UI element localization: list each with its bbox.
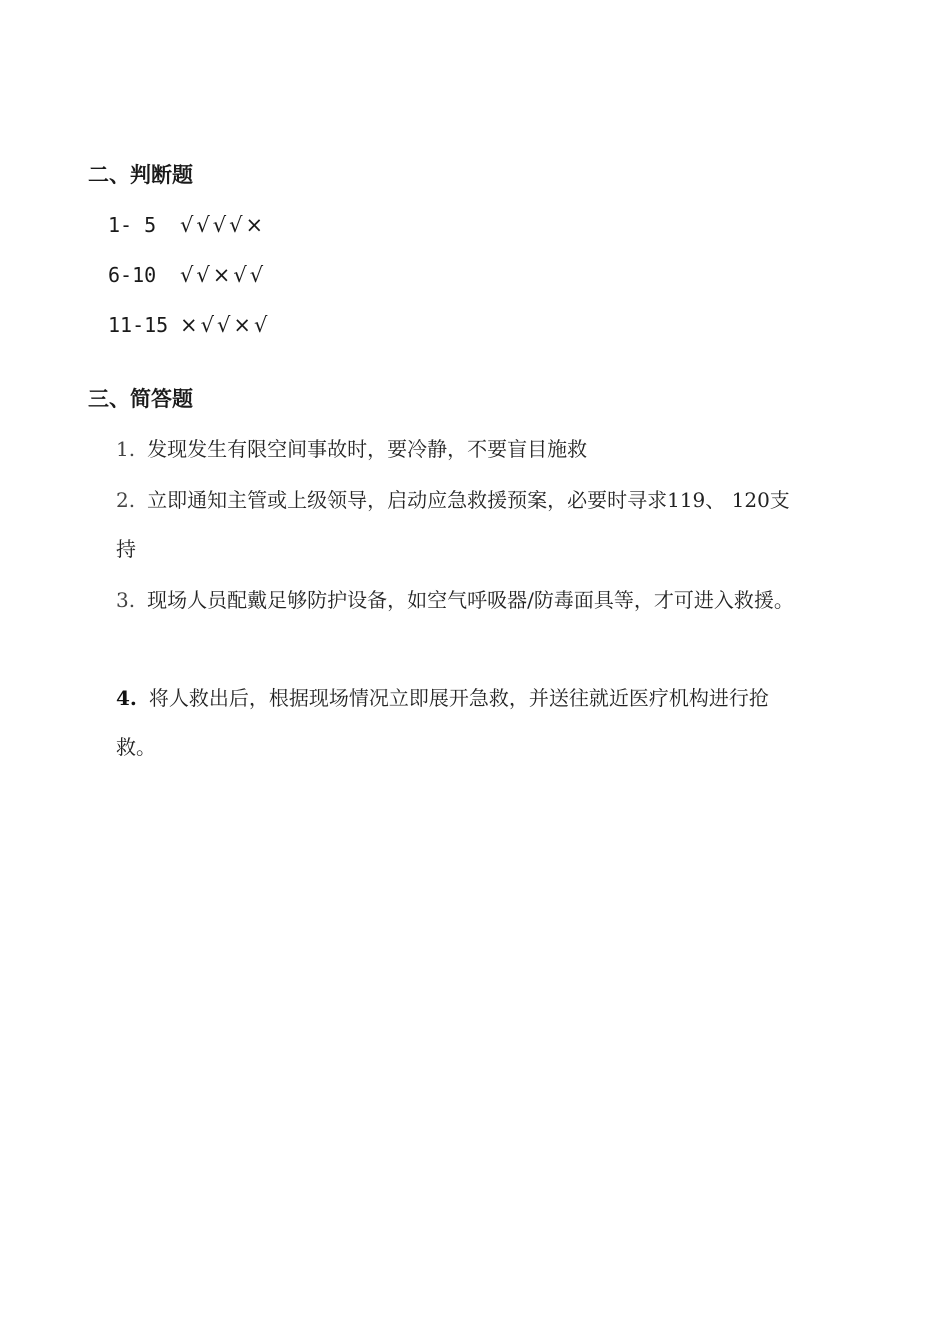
judgment-range: 6-10 bbox=[108, 263, 157, 287]
judgment-row bbox=[108, 310, 270, 340]
answer-number: 3. bbox=[116, 588, 136, 612]
answer-item bbox=[116, 673, 876, 723]
judgment-range: 1- 5 bbox=[108, 213, 157, 237]
answer-item bbox=[116, 424, 876, 474]
judgment-answers: √√×√√ bbox=[180, 263, 267, 287]
answer-item bbox=[116, 575, 876, 625]
judgment-row bbox=[108, 210, 266, 240]
answer-text: 现场人员配戴足够防护设备，如空气呼吸器/防毒面具等，才可进入救援。 bbox=[147, 588, 794, 612]
judgment-heading: 二、判断题 bbox=[88, 162, 193, 187]
judgment-range: 11-15 bbox=[108, 313, 169, 337]
answer-text: 立即通知主管或上级领导，启动应急救援预案，必要时寻求119、 120支 bbox=[147, 488, 790, 512]
answer-number: 2. bbox=[116, 488, 136, 512]
judgment-row bbox=[108, 260, 266, 290]
short-answer-heading: 三、简答题 bbox=[88, 386, 193, 411]
answer-text: 将人救出后，根据现场情况立即展开急救，并送往就近医疗机构进行抢 bbox=[148, 686, 769, 710]
judgment-answers: ×√√×√ bbox=[180, 313, 271, 337]
answer-continuation: 救。 bbox=[116, 735, 156, 759]
answer-number: 4. bbox=[116, 686, 137, 710]
judgment-answers: √√√√× bbox=[180, 213, 267, 237]
answer-number: 1. bbox=[116, 437, 136, 461]
answer-item bbox=[116, 475, 876, 525]
answer-text: 发现发生有限空间事故时，要冷静，不要盲目施救 bbox=[147, 437, 588, 461]
answer-continuation: 持 bbox=[116, 537, 136, 561]
